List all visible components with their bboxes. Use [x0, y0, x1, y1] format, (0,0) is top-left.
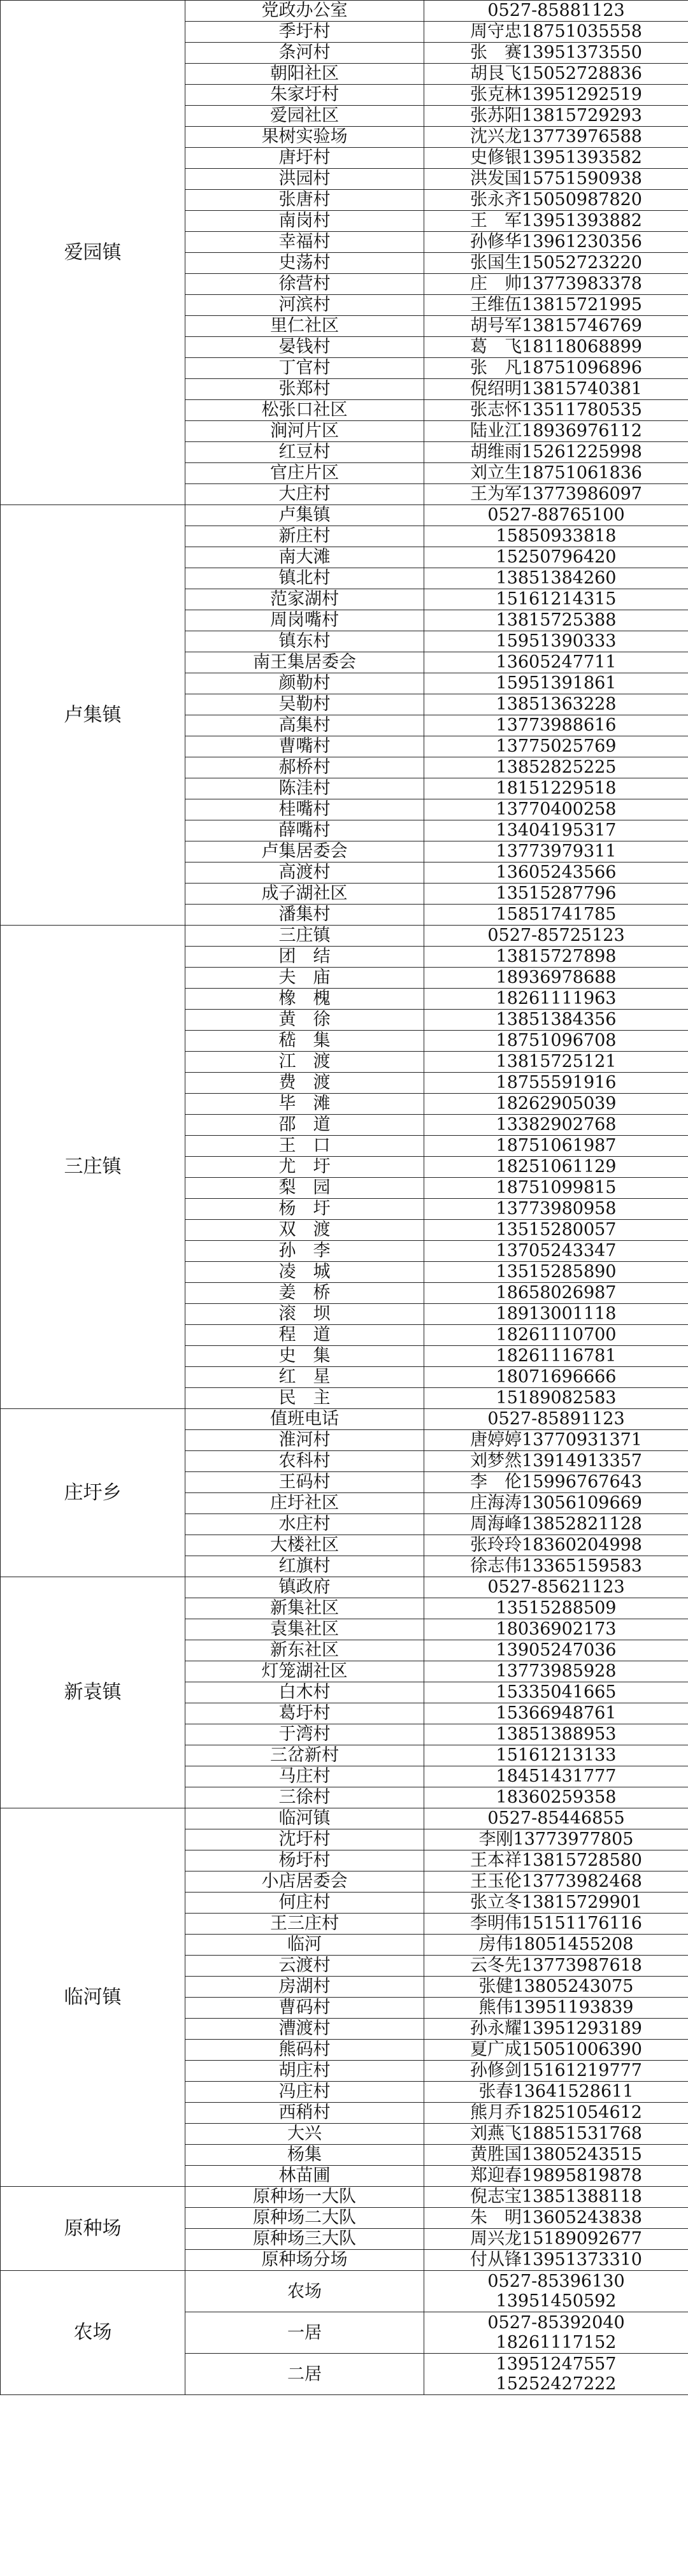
contact-info — [424, 2312, 688, 2354]
contact-info: 18913001118 — [424, 1304, 688, 1325]
unit-name: 嵇 集 — [185, 1031, 424, 1052]
unit-name: 周岗嘴村 — [185, 610, 424, 631]
town-name: 农场 — [1, 2271, 185, 2395]
unit-name: 张郑村 — [185, 379, 424, 400]
contact-info: 13815725121 — [424, 1052, 688, 1073]
contact-info: 黄胜国13805243515 — [424, 2145, 688, 2166]
contact-info: 18751061987 — [424, 1136, 688, 1157]
contact-info: 18151229518 — [424, 778, 688, 799]
contact-info: 胡号军13815746769 — [424, 316, 688, 337]
contact-info: 孙修剑15161219777 — [424, 2061, 688, 2082]
contact-info: 18261116781 — [424, 1346, 688, 1367]
unit-name: 红豆村 — [185, 442, 424, 463]
contact-line-1: 0527-85392040 — [487, 2313, 625, 2333]
unit-name: 小店居委会 — [185, 1871, 424, 1893]
table-row — [1, 1808, 688, 1829]
contact-info: 孙修华13961230356 — [424, 232, 688, 253]
contact-info: 13773980958 — [424, 1199, 688, 1220]
unit-name: 朱家圩村 — [185, 85, 424, 106]
contact-info: 张克林13951292519 — [424, 85, 688, 106]
unit-name: 洪园村 — [185, 169, 424, 190]
contact-info: 周海峰13852821128 — [424, 1514, 688, 1535]
unit-name: 王 口 — [185, 1136, 424, 1157]
contact-info: 李明伟15151176116 — [424, 1914, 688, 1935]
contact-info — [424, 2354, 688, 2395]
unit-name: 孙 李 — [185, 1241, 424, 1262]
unit-name: 新集社区 — [185, 1598, 424, 1619]
contact-info: 胡艮飞15052728836 — [424, 64, 688, 85]
unit-name: 大庄村 — [185, 484, 424, 505]
contact-info: 13605247711 — [424, 652, 688, 673]
unit-name-text: 一居 — [287, 2322, 322, 2343]
contact-info: 13605243566 — [424, 862, 688, 884]
unit-name: 民 主 — [185, 1388, 424, 1409]
unit-name: 沈圩村 — [185, 1829, 424, 1850]
contact-info: 15850933818 — [424, 526, 688, 547]
unit-name: 王三庄村 — [185, 1914, 424, 1935]
contact-info: 张立冬13815729901 — [424, 1893, 688, 1914]
contact-info: 15366948761 — [424, 1703, 688, 1724]
unit-name: 三徐村 — [185, 1787, 424, 1808]
unit-name-text: 二居 — [287, 2364, 322, 2384]
contact-info: 13773985928 — [424, 1661, 688, 1682]
unit-name: 原种场三大队 — [185, 2229, 424, 2250]
unit-name: 灯笼湖社区 — [185, 1661, 424, 1682]
contact-info: 13775025769 — [424, 736, 688, 757]
unit-name: 镇北村 — [185, 568, 424, 589]
contact-info: 王维伍13815721995 — [424, 295, 688, 316]
contact-info: 李刚13773977805 — [424, 1829, 688, 1850]
contact-info: 张 赛13951373550 — [424, 43, 688, 64]
table-row — [1, 1409, 688, 1430]
contact-info: 18751099815 — [424, 1178, 688, 1199]
contact-info: 0527-85621123 — [424, 1577, 688, 1598]
unit-name: 镇政府 — [185, 1577, 424, 1598]
unit-name: 大兴 — [185, 2124, 424, 2145]
contact-info: 0527-85891123 — [424, 1409, 688, 1430]
contact-info: 13851388953 — [424, 1724, 688, 1745]
unit-name: 官庄片区 — [185, 463, 424, 484]
contact-info: 张玲玲18360204998 — [424, 1535, 688, 1556]
unit-name: 幸福村 — [185, 232, 424, 253]
contact-info: 张志怀13511780535 — [424, 400, 688, 421]
unit-name: 吴勒村 — [185, 694, 424, 715]
contact-info: 13515285890 — [424, 1262, 688, 1283]
unit-name: 大楼社区 — [185, 1535, 424, 1556]
unit-name: 红 星 — [185, 1367, 424, 1388]
unit-name: 临河 — [185, 1935, 424, 1956]
unit-name: 卢集镇 — [185, 505, 424, 526]
unit-name: 史荡村 — [185, 253, 424, 274]
unit-name: 党政办公室 — [185, 1, 424, 22]
contact-info: 张永齐15050987820 — [424, 190, 688, 211]
contact-info: 王本祥13815728580 — [424, 1850, 688, 1871]
contact-info: 13773988616 — [424, 715, 688, 736]
contact-line-2: 13951450592 — [496, 2291, 617, 2311]
unit-name: 范家湖村 — [185, 589, 424, 610]
unit-name — [185, 2271, 424, 2312]
table-row — [1, 505, 688, 526]
unit-name: 毕 滩 — [185, 1094, 424, 1115]
contact-info: 13851384356 — [424, 1010, 688, 1031]
unit-name: 橡 槐 — [185, 989, 424, 1010]
unit-name: 双 渡 — [185, 1220, 424, 1241]
unit-name: 淮河村 — [185, 1430, 424, 1451]
contact-info: 孙永耀13951293189 — [424, 2019, 688, 2040]
contact-info: 张苏阳13815729293 — [424, 106, 688, 127]
unit-name: 原种场二大队 — [185, 2208, 424, 2229]
contact-info: 张健13805243075 — [424, 1977, 688, 1998]
unit-name: 白木村 — [185, 1682, 424, 1703]
unit-name: 马庄村 — [185, 1766, 424, 1787]
contact-info: 倪绍明13815740381 — [424, 379, 688, 400]
unit-name: 梨 园 — [185, 1178, 424, 1199]
unit-name — [185, 2312, 424, 2354]
unit-name: 原种场分场 — [185, 2250, 424, 2271]
unit-name: 农科村 — [185, 1451, 424, 1472]
contact-info: 18261110700 — [424, 1325, 688, 1346]
contact-info: 王 军13951393882 — [424, 211, 688, 232]
contact-info: 18360259358 — [424, 1787, 688, 1808]
contact-info: 15189082583 — [424, 1388, 688, 1409]
table-row — [1, 926, 688, 947]
contact-info: 18071696666 — [424, 1367, 688, 1388]
contact-info — [424, 2271, 688, 2312]
unit-name: 朝阳社区 — [185, 64, 424, 85]
contact-line-1: 13951247557 — [496, 2354, 617, 2374]
contact-info: 唐婷婷13770931371 — [424, 1430, 688, 1451]
contact-info: 13851384260 — [424, 568, 688, 589]
contact-info: 15250796420 — [424, 547, 688, 568]
contact-info: 胡维雨15261225998 — [424, 442, 688, 463]
contact-info: 18036902173 — [424, 1619, 688, 1640]
contact-info: 15161214315 — [424, 589, 688, 610]
contact-info: 庄 帅13773983378 — [424, 274, 688, 295]
unit-name: 徐营村 — [185, 274, 424, 295]
contact-info: 郑迎春19895819878 — [424, 2166, 688, 2187]
unit-name: 郝桥村 — [185, 757, 424, 778]
contact-info: 张春13641528611 — [424, 2082, 688, 2103]
unit-name: 成子湖社区 — [185, 884, 424, 905]
contact-line-2: 18261117152 — [496, 2333, 617, 2352]
unit-name: 杨 圩 — [185, 1199, 424, 1220]
town-name: 临河镇 — [1, 1808, 185, 2187]
contact-info: 王为军13773986097 — [424, 484, 688, 505]
contact-info: 15951391861 — [424, 673, 688, 694]
contact-info: 倪志宝13851388118 — [424, 2187, 688, 2208]
unit-name: 何庄村 — [185, 1893, 424, 1914]
contact-info: 徐志伟13365159583 — [424, 1556, 688, 1577]
unit-name: 冯庄村 — [185, 2082, 424, 2103]
town-name: 庄圩乡 — [1, 1409, 185, 1577]
contact-info: 13852825225 — [424, 757, 688, 778]
unit-name: 薛嘴村 — [185, 820, 424, 841]
unit-name: 江 渡 — [185, 1052, 424, 1073]
unit-name: 西稍村 — [185, 2103, 424, 2124]
unit-name: 松张口社区 — [185, 400, 424, 421]
contact-info: 李 伦15996767643 — [424, 1472, 688, 1493]
unit-name: 值班电话 — [185, 1409, 424, 1430]
unit-name: 条河村 — [185, 43, 424, 64]
unit-name: 涧河片区 — [185, 421, 424, 442]
contact-info: 13905247036 — [424, 1640, 688, 1661]
contact-info: 刘梦然13914913357 — [424, 1451, 688, 1472]
unit-name: 晏钱村 — [185, 337, 424, 358]
contact-info: 洪发国15751590938 — [424, 169, 688, 190]
table-row — [1, 2271, 688, 2312]
contact-info: 18262905039 — [424, 1094, 688, 1115]
unit-name: 黄 徐 — [185, 1010, 424, 1031]
unit-name: 夫 庙 — [185, 968, 424, 989]
contact-info: 13815725388 — [424, 610, 688, 631]
unit-name: 于湾村 — [185, 1724, 424, 1745]
contact-info: 18755591916 — [424, 1073, 688, 1094]
unit-name: 红旗村 — [185, 1556, 424, 1577]
unit-name: 林苗圃 — [185, 2166, 424, 2187]
unit-name: 唐圩村 — [185, 148, 424, 169]
unit-name: 姜 桥 — [185, 1283, 424, 1304]
unit-name: 尤 圩 — [185, 1157, 424, 1178]
unit-name: 水庄村 — [185, 1514, 424, 1535]
unit-name: 潘集村 — [185, 905, 424, 926]
unit-name: 费 渡 — [185, 1073, 424, 1094]
contact-info: 15335041665 — [424, 1682, 688, 1703]
contact-line-1: 0527-85396130 — [487, 2272, 625, 2291]
contact-info: 葛 飞18118068899 — [424, 337, 688, 358]
unit-name: 卢集居委会 — [185, 841, 424, 862]
contact-info: 刘燕飞18851531768 — [424, 2124, 688, 2145]
unit-name: 杨集 — [185, 2145, 424, 2166]
town-name: 爱园镇 — [1, 1, 185, 505]
contact-info: 朱 明13605243838 — [424, 2208, 688, 2229]
table-row — [1, 1, 688, 22]
contact-info: 张国生15052723220 — [424, 253, 688, 274]
unit-name: 史 集 — [185, 1346, 424, 1367]
unit-name: 爱园社区 — [185, 106, 424, 127]
contact-info: 18261111963 — [424, 989, 688, 1010]
unit-name: 果树实验场 — [185, 127, 424, 148]
contact-info: 13515280057 — [424, 1220, 688, 1241]
contact-info: 13851363228 — [424, 694, 688, 715]
unit-name: 葛圩村 — [185, 1703, 424, 1724]
contact-info: 13515288509 — [424, 1598, 688, 1619]
contact-info: 沈兴龙13773976588 — [424, 127, 688, 148]
unit-name: 南王集居委会 — [185, 652, 424, 673]
town-name: 卢集镇 — [1, 505, 185, 926]
town-name: 新袁镇 — [1, 1577, 185, 1808]
contact-info: 夏广成15051006390 — [424, 2040, 688, 2061]
contact-info: 13773979311 — [424, 841, 688, 862]
contact-info: 18251061129 — [424, 1157, 688, 1178]
contact-info: 18451431777 — [424, 1766, 688, 1787]
table-row — [1, 2187, 688, 2208]
table-row — [1, 1577, 688, 1598]
contact-info: 张 凡18751096896 — [424, 358, 688, 379]
unit-name: 河滨村 — [185, 295, 424, 316]
contact-info: 18658026987 — [424, 1283, 688, 1304]
unit-name: 滚 坝 — [185, 1304, 424, 1325]
contact-info: 熊伟13951193839 — [424, 1998, 688, 2019]
unit-name: 邵 道 — [185, 1115, 424, 1136]
unit-name: 高集村 — [185, 715, 424, 736]
unit-name: 镇东村 — [185, 631, 424, 652]
unit-name: 杨圩村 — [185, 1850, 424, 1871]
contact-info: 周兴龙15189092677 — [424, 2229, 688, 2250]
contact-info: 0527-85725123 — [424, 926, 688, 947]
unit-name: 王码村 — [185, 1472, 424, 1493]
unit-name: 新庄村 — [185, 526, 424, 547]
contact-info: 18751096708 — [424, 1031, 688, 1052]
contact-info: 云冬先13773987618 — [424, 1956, 688, 1977]
unit-name: 曹嘴村 — [185, 736, 424, 757]
unit-name: 漕渡村 — [185, 2019, 424, 2040]
town-name: 原种场 — [1, 2187, 185, 2271]
contact-info: 13515287796 — [424, 884, 688, 905]
contact-info: 刘立生18751061836 — [424, 463, 688, 484]
unit-name: 团 结 — [185, 947, 424, 968]
contact-info: 房伟18051455208 — [424, 1935, 688, 1956]
unit-name: 陈洼村 — [185, 778, 424, 799]
contact-info: 0527-85446855 — [424, 1808, 688, 1829]
unit-name: 季圩村 — [185, 22, 424, 43]
unit-name: 胡庄村 — [185, 2061, 424, 2082]
unit-name: 曹码村 — [185, 1998, 424, 2019]
contact-info: 熊月乔18251054612 — [424, 2103, 688, 2124]
unit-name: 临河镇 — [185, 1808, 424, 1829]
unit-name: 颜勒村 — [185, 673, 424, 694]
contact-info: 周守忠18751035558 — [424, 22, 688, 43]
contact-info: 15161213133 — [424, 1745, 688, 1766]
town-name: 三庄镇 — [1, 926, 185, 1409]
unit-name: 房湖村 — [185, 1977, 424, 1998]
unit-name: 里仁社区 — [185, 316, 424, 337]
unit-name: 原种场一大队 — [185, 2187, 424, 2208]
contact-info: 13815727898 — [424, 947, 688, 968]
contact-info: 0527-85881123 — [424, 1, 688, 22]
unit-name: 凌 城 — [185, 1262, 424, 1283]
contact-info: 18936978688 — [424, 968, 688, 989]
unit-name: 三岔新村 — [185, 1745, 424, 1766]
unit-name: 高渡村 — [185, 862, 424, 884]
contact-info: 13382902768 — [424, 1115, 688, 1136]
unit-name-text: 农场 — [287, 2281, 322, 2301]
contact-info: 王玉伦13773982468 — [424, 1871, 688, 1893]
contact-info: 史修银13951393582 — [424, 148, 688, 169]
unit-name: 程 道 — [185, 1325, 424, 1346]
unit-name: 南岗村 — [185, 211, 424, 232]
unit-name: 袁集社区 — [185, 1619, 424, 1640]
unit-name: 庄圩社区 — [185, 1493, 424, 1514]
contact-line-2: 15252427222 — [496, 2374, 617, 2394]
contact-info: 陆业江18936976112 — [424, 421, 688, 442]
contact-info: 付从锋13951373310 — [424, 2250, 688, 2271]
contact-info: 15851741785 — [424, 905, 688, 926]
unit-name: 南大滩 — [185, 547, 424, 568]
unit-name: 丁官村 — [185, 358, 424, 379]
unit-name: 张唐村 — [185, 190, 424, 211]
unit-name: 新东社区 — [185, 1640, 424, 1661]
unit-name: 熊码村 — [185, 2040, 424, 2061]
unit-name: 三庄镇 — [185, 926, 424, 947]
contact-info: 0527-88765100 — [424, 505, 688, 526]
contact-info: 13404195317 — [424, 820, 688, 841]
unit-name: 桂嘴村 — [185, 799, 424, 820]
contact-info: 13705243347 — [424, 1241, 688, 1262]
unit-name: 云渡村 — [185, 1956, 424, 1977]
contact-info: 15951390333 — [424, 631, 688, 652]
contact-info: 13770400258 — [424, 799, 688, 820]
unit-name — [185, 2354, 424, 2395]
contact-info: 庄海涛13056109669 — [424, 1493, 688, 1514]
